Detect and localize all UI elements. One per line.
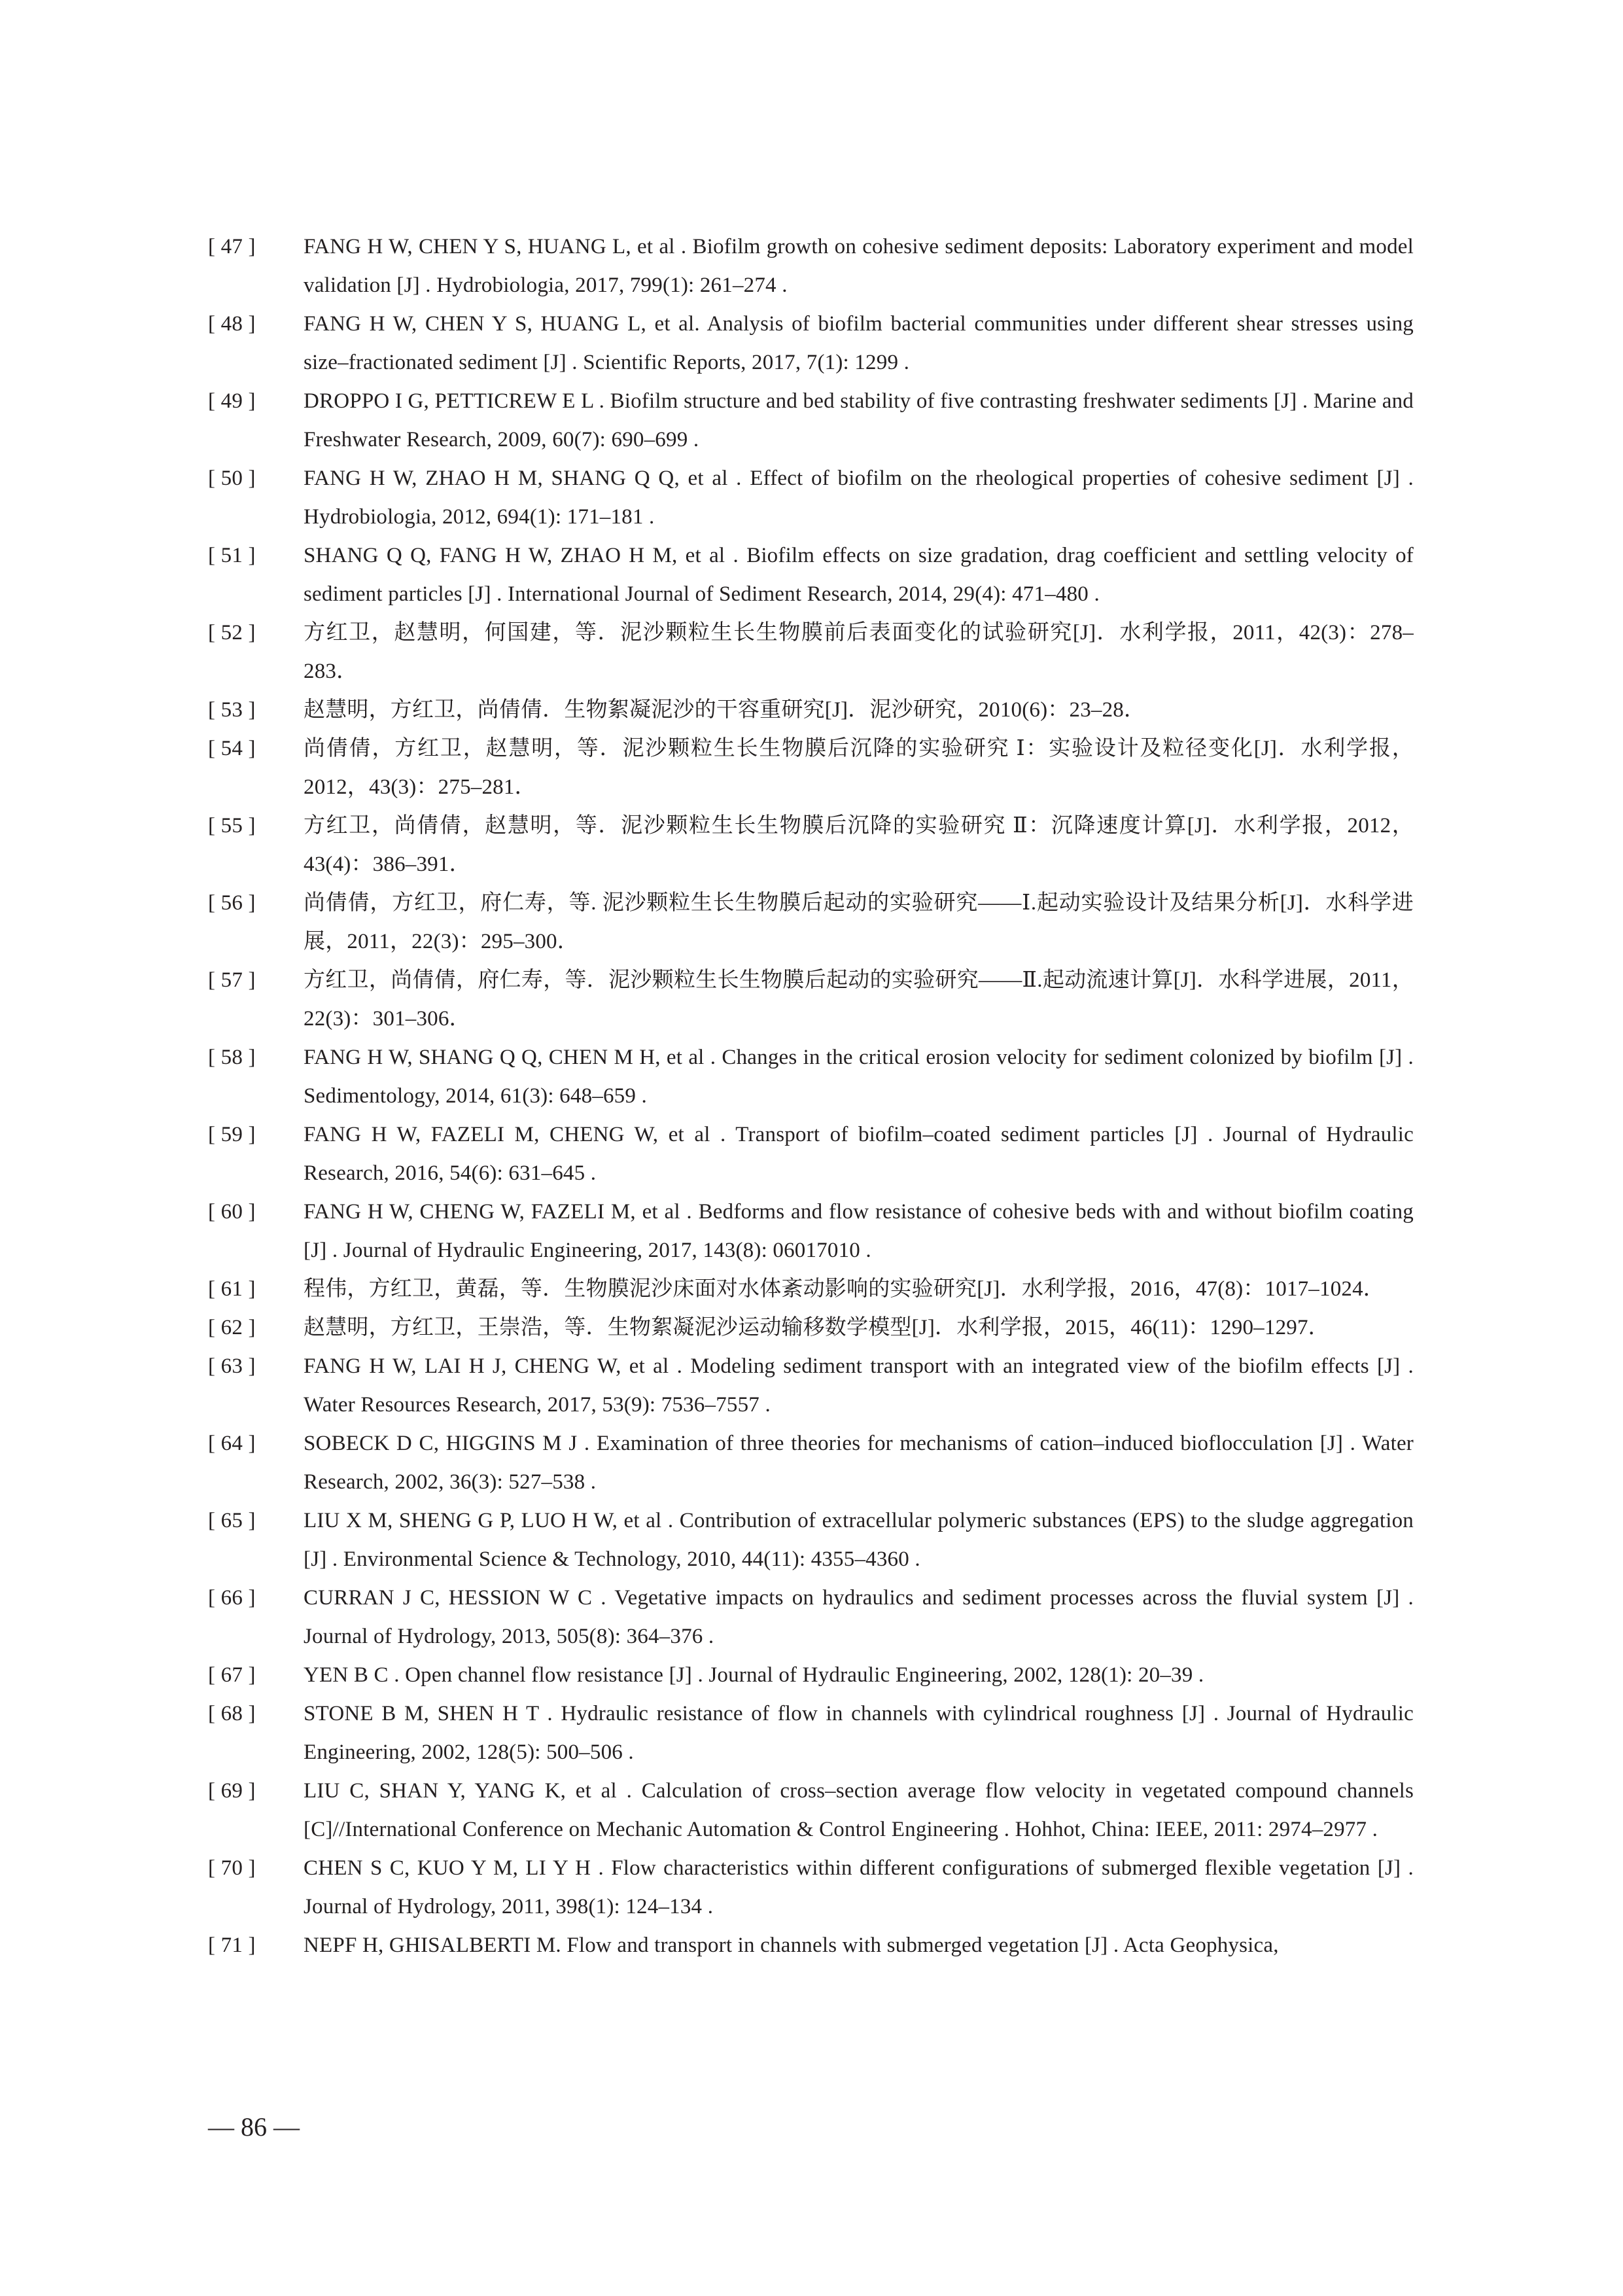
reference-number: [ 69 ] bbox=[208, 1779, 256, 1803]
page-number: — 86 — bbox=[208, 2112, 300, 2142]
reference-item bbox=[208, 1270, 1414, 1309]
reference-item bbox=[208, 305, 1414, 382]
reference-item bbox=[208, 730, 1414, 807]
reference-number: [ 50 ] bbox=[208, 467, 256, 490]
reference-number: [ 67 ] bbox=[208, 1663, 256, 1687]
reference-text: NEPF H, GHISALBERTI M. Flow and transport in channels with submerged vegetation [J] . Acta Geophysica, bbox=[304, 1934, 1279, 1957]
reference-number: [ 52 ] bbox=[208, 621, 256, 645]
reference-item bbox=[208, 807, 1414, 884]
reference-number: [ 62 ] bbox=[208, 1316, 256, 1339]
reference-text: FANG H W, CHEN Y S, HUANG L, et al. Analysis of biofilm bacterial communities under different shear stresses using size–fractionated sediment [J] . Scientific Reports, 2017, 7(1): 1299 . bbox=[304, 312, 1414, 374]
reference-text: 赵慧明，方红卫，尚倩倩．生物絮凝泥沙的干容重研究[J]．泥沙研究，2010(6)：23–28． bbox=[304, 698, 1146, 722]
reference-text: STONE B M, SHEN H T . Hydraulic resistance of flow in channels with cylindrical roughness [J] . Journal of Hydraulic Engineering, 2002, 128(5): 500–506 . bbox=[304, 1702, 1414, 1764]
reference-number: [ 64 ] bbox=[208, 1432, 256, 1455]
reference-text: 尚倩倩，方红卫，赵慧明，等．泥沙颗粒生长生物膜后沉降的实验研究 Ⅰ：实验设计及粒径变化[J]．水利学报，2012，43(3)：275–281． bbox=[304, 737, 1414, 799]
reference-item bbox=[208, 1502, 1414, 1579]
reference-text: CHEN S C, KUO Y M, LI Y H . Flow characteristics within different configurations of submerged flexible vegetation [J] . Journal of Hydrology, 2011, 398(1): 124–134 . bbox=[304, 1856, 1414, 1918]
reference-text: 方红卫，尚倩倩，府仁寿，等．泥沙颗粒生长生物膜后起动的实验研究——Ⅱ.起动流速计算[J]．水科学进展，2011，22(3)：301–306． bbox=[304, 968, 1414, 1031]
reference-number: [ 66 ] bbox=[208, 1586, 256, 1610]
reference-item bbox=[208, 459, 1414, 537]
reference-item bbox=[208, 1424, 1414, 1502]
reference-item bbox=[208, 1849, 1414, 1926]
reference-text: 尚倩倩，方红卫，府仁寿，等. 泥沙颗粒生长生物膜后起动的实验研究——Ⅰ.起动实验设计及结果分析[J]．水科学进展，2011，22(3)：295–300． bbox=[304, 891, 1414, 953]
reference-item bbox=[208, 1347, 1414, 1424]
reference-text: 方红卫，尚倩倩，赵慧明，等．泥沙颗粒生长生物膜后沉降的实验研究 Ⅱ：沉降速度计算[J]．水利学报，2012，43(4)：386–391． bbox=[304, 814, 1414, 876]
reference-number: [ 61 ] bbox=[208, 1277, 256, 1301]
reference-number: [ 55 ] bbox=[208, 814, 256, 838]
reference-text: SHANG Q Q, FANG H W, ZHAO H M, et al . Biofilm effects on size gradation, drag coefficient and settling velocity of sediment particles [J] . International Journal of Sediment Research, 2014, 29(4): 471–480 . bbox=[304, 544, 1414, 606]
reference-text: LIU C, SHAN Y, YANG K, et al . Calculation of cross–section average flow velocity in vegetated compound channels [C]//International Conference on Mechanic Automation & Control Engineering . Hohhot, China: IEEE, 2011: 2974–2977 . bbox=[304, 1779, 1414, 1841]
reference-text: LIU X M, SHENG G P, LUO H W, et al . Contribution of extracellular polymeric substances (EPS) to the sludge aggregation [J] . Environmental Science & Technology, 2010, 44(11): 4355–4360 . bbox=[304, 1509, 1414, 1571]
reference-list bbox=[208, 228, 1414, 1965]
reference-item bbox=[208, 228, 1414, 305]
reference-number: [ 63 ] bbox=[208, 1354, 256, 1378]
reference-item bbox=[208, 1926, 1414, 1965]
reference-item bbox=[208, 1309, 1414, 1347]
reference-number: [ 58 ] bbox=[208, 1046, 256, 1069]
reference-text: 程伟，方红卫，黄磊，等．生物膜泥沙床面对水体紊动影响的实验研究[J]．水利学报，2016，47(8)：1017–1024． bbox=[304, 1277, 1385, 1301]
reference-text: YEN B C . Open channel flow resistance [J] . Journal of Hydraulic Engineering, 2002, 128(1): 20–39 . bbox=[304, 1663, 1204, 1687]
reference-number: [ 48 ] bbox=[208, 312, 256, 336]
reference-item bbox=[208, 691, 1414, 730]
reference-number: [ 70 ] bbox=[208, 1856, 256, 1880]
reference-number: [ 47 ] bbox=[208, 235, 256, 258]
reference-number: [ 54 ] bbox=[208, 737, 256, 760]
reference-number: [ 49 ] bbox=[208, 389, 256, 413]
reference-item bbox=[208, 614, 1414, 691]
reference-text: SOBECK D C, HIGGINS M J . Examination of three theories for mechanisms of cation–induced bioflocculation [J] . Water Research, 2002, 36(3): 527–538 . bbox=[304, 1432, 1414, 1494]
reference-text: FANG H W, CHEN Y S, HUANG L, et al . Biofilm growth on cohesive sediment deposits: Laboratory experiment and model validation [J] . Hydrobiologia, 2017, 799(1): 261–274 . bbox=[304, 235, 1414, 297]
reference-number: [ 57 ] bbox=[208, 968, 256, 992]
reference-text: DROPPO I G, PETTICREW E L . Biofilm structure and bed stability of five contrasting freshwater sediments [J] . Marine and Freshwater Research, 2009, 60(7): 690–699 . bbox=[304, 389, 1414, 451]
reference-item bbox=[208, 1579, 1414, 1656]
reference-text: 赵慧明，方红卫，王崇浩，等．生物絮凝泥沙运动输移数学模型[J]．水利学报，2015，46(11)：1290–1297． bbox=[304, 1316, 1330, 1339]
reference-item bbox=[208, 884, 1414, 961]
reference-item bbox=[208, 1116, 1414, 1193]
reference-item bbox=[208, 382, 1414, 459]
reference-text: 方红卫，赵慧明，何国建，等．泥沙颗粒生长生物膜前后表面变化的试验研究[J]．水利学报，2011，42(3)：278–283． bbox=[304, 621, 1414, 683]
reference-number: [ 60 ] bbox=[208, 1200, 256, 1224]
reference-number: [ 59 ] bbox=[208, 1123, 256, 1146]
reference-number: [ 68 ] bbox=[208, 1702, 256, 1725]
reference-item bbox=[208, 1772, 1414, 1849]
reference-item bbox=[208, 537, 1414, 614]
reference-text: FANG H W, ZHAO H M, SHANG Q Q, et al . Effect of biofilm on the rheological properties of cohesive sediment [J] . Hydrobiologia, 2012, 694(1): 171–181 . bbox=[304, 467, 1414, 529]
reference-text: FANG H W, SHANG Q Q, CHEN M H, et al . Changes in the critical erosion velocity for sediment colonized by biofilm [J] . Sedimentology, 2014, 61(3): 648–659 . bbox=[304, 1046, 1414, 1108]
reference-item bbox=[208, 961, 1414, 1038]
reference-text: CURRAN J C, HESSION W C . Vegetative impacts on hydraulics and sediment processes across the fluvial system [J] . Journal of Hydrology, 2013, 505(8): 364–376 . bbox=[304, 1586, 1414, 1648]
reference-number: [ 65 ] bbox=[208, 1509, 256, 1532]
reference-text: FANG H W, FAZELI M, CHENG W, et al . Transport of biofilm–coated sediment particles [J] . Journal of Hydraulic Research, 2016, 54(6): 631–645 . bbox=[304, 1123, 1414, 1185]
reference-item bbox=[208, 1038, 1414, 1116]
reference-number: [ 53 ] bbox=[208, 698, 256, 722]
reference-item bbox=[208, 1193, 1414, 1270]
reference-number: [ 51 ] bbox=[208, 544, 256, 567]
reference-number: [ 71 ] bbox=[208, 1934, 256, 1957]
reference-text: FANG H W, CHENG W, FAZELI M, et al . Bedforms and flow resistance of cohesive beds with and without biofilm coating [J] . Journal of Hydraulic Engineering, 2017, 143(8): 06017010 . bbox=[304, 1200, 1414, 1262]
reference-number: [ 56 ] bbox=[208, 891, 256, 915]
reference-item bbox=[208, 1695, 1414, 1772]
reference-text: FANG H W, LAI H J, CHENG W, et al . Modeling sediment transport with an integrated view of the biofilm effects [J] . Water Resources Research, 2017, 53(9): 7536–7557 . bbox=[304, 1354, 1414, 1417]
reference-item bbox=[208, 1656, 1414, 1695]
